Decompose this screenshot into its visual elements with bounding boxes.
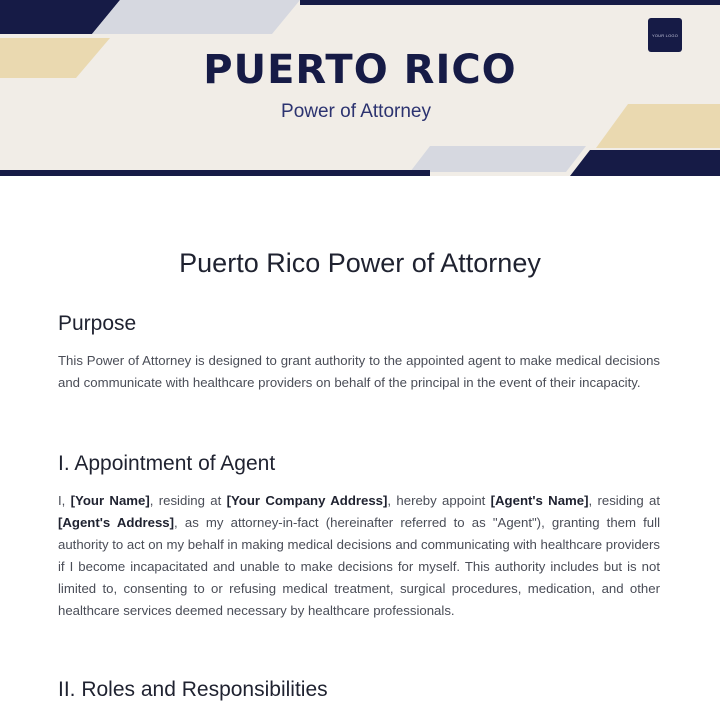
agent-name-placeholder: [Agent's Name]: [490, 493, 589, 508]
appointment-text-2: , residing at: [149, 493, 227, 508]
appointment-text-1: I,: [58, 493, 71, 508]
banner-subtitle: Power of Attorney: [281, 101, 431, 122]
your-address-placeholder: [Your Company Address]: [226, 493, 388, 508]
logo-text: YOUR LOGO: [651, 32, 679, 38]
agent-address-placeholder: [Agent's Address]: [58, 515, 175, 530]
appointment-text-3: , hereby appoint: [387, 493, 491, 508]
section-heading-purpose: Purpose: [58, 312, 137, 335]
appointment-text-5: , as my attorney-in-fact (hereinafter referred to as "Agent"), granting them full authority to act on my behalf in making medical decisions and communicating with healthcare providers if I become incapacitated and unable to make decisions for myself. This authority includes but is not limited to, consenting to or refusing medical treatment, surgical procedures, medication, and other healthcare services deemed necessary by healthcare professionals.: [58, 515, 660, 618]
banner-title: PUERTO RICO: [203, 47, 517, 93]
appointment-text-4: , residing at: [588, 493, 660, 508]
navy-shape-bottom-right: [570, 150, 720, 176]
appointment-paragraph: [58, 490, 660, 622]
your-name-placeholder: [Your Name]: [70, 493, 150, 508]
section-heading-appointment: I. Appointment of Agent: [58, 452, 276, 475]
gray-shape-bottom: [410, 146, 586, 172]
navy-line-bottom: [0, 170, 430, 176]
section-heading-roles: II. Roles and Responsibilities: [58, 678, 328, 701]
document-title: Puerto Rico Power of Attorney: [179, 248, 541, 278]
gray-shape-top-left: [92, 0, 300, 34]
header-banner: [0, 0, 720, 176]
navy-line-top: [300, 0, 720, 5]
purpose-paragraph: This Power of Attorney is designed to grant authority to the appointed agent to make medical decisions and communicate with healthcare providers on behalf of the principal in the event of their incapacity.: [58, 353, 660, 390]
